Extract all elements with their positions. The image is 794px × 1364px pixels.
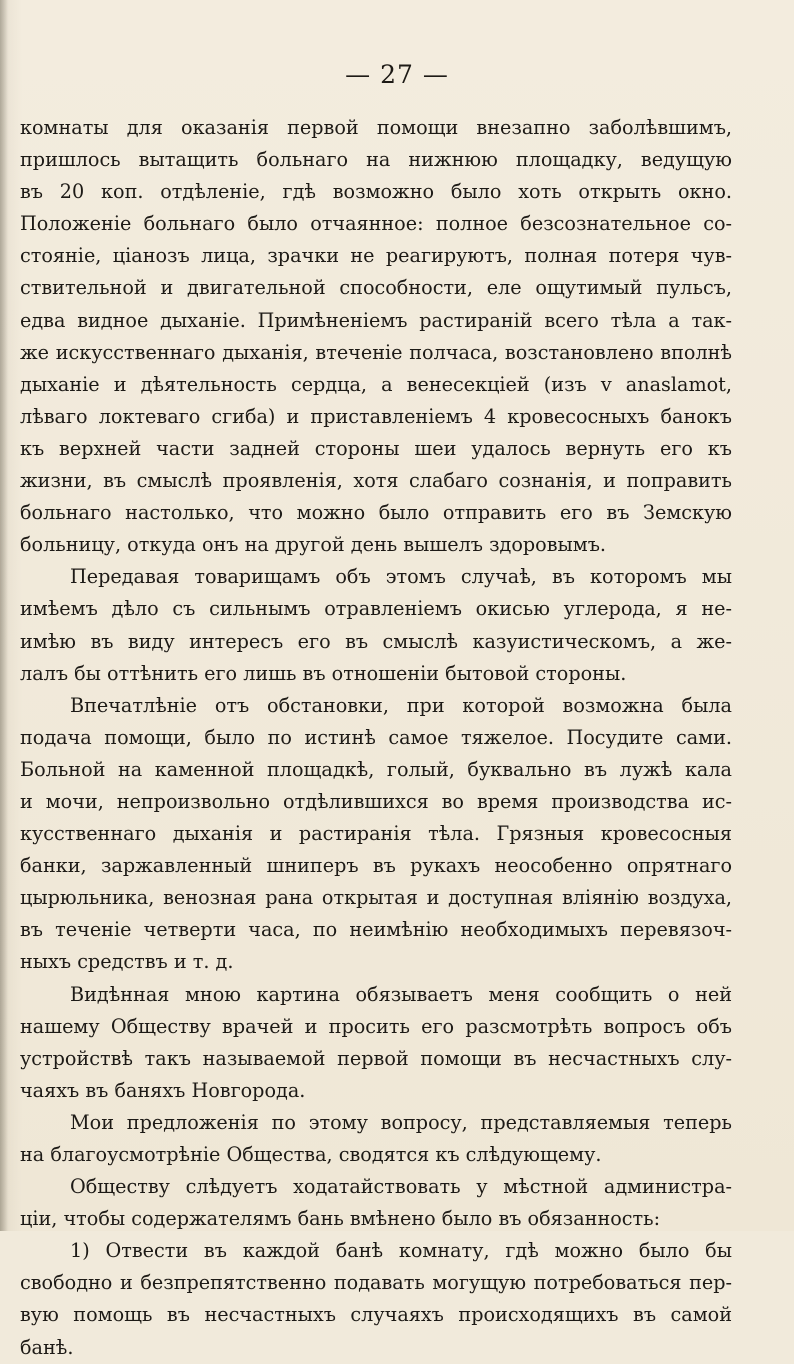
text-line: цырюльника, венозная рана открытая и доступная вліянію воздуха, — [20, 886, 732, 910]
text-line: стояніе, ціанозъ лица, зрачки не реагируютъ, полная потеря чув- — [20, 244, 732, 268]
text-line: подача помощи, было по истинѣ самое тяжелое. Посудите сами. — [20, 725, 732, 749]
text-line: чаяхъ въ баняхъ Новгорода. — [20, 1078, 306, 1102]
page-number: — 27 — — [345, 60, 449, 89]
text-line: Положеніе больнаго было отчаянное: полное безсознательное со- — [20, 212, 732, 236]
text-line: въ 20 коп. отдѣленіе, гдѣ возможно было хоть открыть окно. — [20, 180, 732, 204]
page-edge-shadow — [0, 0, 8, 1231]
text-line: Впечатлѣніе отъ обстановки, при которой возможна была — [70, 693, 732, 717]
text-line: пришлось вытащить больнаго на нижнюю площадку, ведущую — [20, 148, 732, 172]
text-line: вую помощь въ несчастныхъ случаяхъ происходящихъ въ самой — [20, 1303, 732, 1327]
text-line: Мои предложенія по этому вопросу, представляемыя теперь — [70, 1110, 732, 1134]
text-line: дыханіе и дѣятельность сердца, а венесекціей (изъ v anaslamot, — [20, 372, 732, 396]
text-line: на благоусмотрѣніе Общества, сводятся къ слѣдующему. — [20, 1143, 602, 1166]
text-line: больницу, откуда онъ на другой день вышелъ здоровымъ. — [20, 533, 607, 557]
text-line: нашему Обществу врачей и просить его разсмотрѣть вопросъ объ — [20, 1014, 732, 1038]
text-line: Передавая товарищамъ объ этомъ случаѣ, въ которомъ мы — [70, 565, 732, 589]
text-line: въ теченіе четверти часа, по неимѣнію необходимыхъ перевязоч- — [20, 918, 732, 942]
text-line: же искусственнаго дыханія, втеченіе полчаса, возстановлено вполнѣ — [20, 340, 732, 364]
text-line: свободно и безпрепятственно подавать могущую потребоваться пер- — [20, 1271, 732, 1295]
text-line: банки, заржавленный шниперъ въ рукахъ неособенно опрятнаго — [20, 854, 732, 878]
text-line: ныхъ средствъ и т. д. — [20, 950, 234, 974]
body-text — [20, 112, 732, 1364]
text-line: лалъ бы оттѣнить его лишь въ отношеніи бытовой стороны. — [20, 661, 627, 685]
text-line: имѣю въ виду интересъ его въ смыслѣ казуистическомъ, а же- — [20, 629, 732, 653]
text-line: едва видное дыханіе. Примѣненіемъ растираній всего тѣла а так- — [20, 308, 732, 332]
text-line: комнаты для оказанія первой помощи внезапно заболѣвшимъ, — [20, 116, 732, 139]
text-line: и мочи, непроизвольно отдѣлившихся во время производства ис- — [20, 789, 732, 813]
text-line: лѣваго локтеваго сгиба) и приставленіемъ 4 кровесосныхъ банокъ — [20, 404, 732, 428]
text-line: къ верхней части задней стороны шеи удалось вернуть его къ — [20, 436, 732, 460]
text-line: банѣ. — [20, 1335, 74, 1359]
text-line: Больной на каменной площадкѣ, голый, буквально въ лужѣ кала — [20, 757, 732, 781]
text-line: больнаго настолько, что можно было отправить его въ Земскую — [20, 501, 732, 525]
text-line: 1) Отвести въ каждой банѣ комнату, гдѣ можно было бы — [70, 1239, 732, 1263]
text-line: ціи, чтобы содержателямъ бань вмѣнено было въ обязанность: — [20, 1207, 661, 1231]
text-line: имѣемъ дѣло съ сильнымъ отравленіемъ окисью углерода, я не- — [20, 597, 732, 621]
text-line: ствительной и двигательной способности, еле ощутимый пульсъ, — [20, 276, 732, 300]
text-line: Обществу слѣдуетъ ходатайствовать у мѣстной администра- — [70, 1175, 732, 1199]
text-line: Видѣнная мною картина обязываетъ меня сообщить о ней — [70, 982, 732, 1006]
text-line: кусственнаго дыханія и растиранія тѣла. Грязныя кровесосныя — [20, 822, 732, 846]
text-line: устройствѣ такъ называемой первой помощи въ несчастныхъ слу- — [20, 1046, 732, 1070]
text-line: жизни, въ смыслѣ проявленія, хотя слабаго сознанія, и поправить — [20, 469, 732, 493]
